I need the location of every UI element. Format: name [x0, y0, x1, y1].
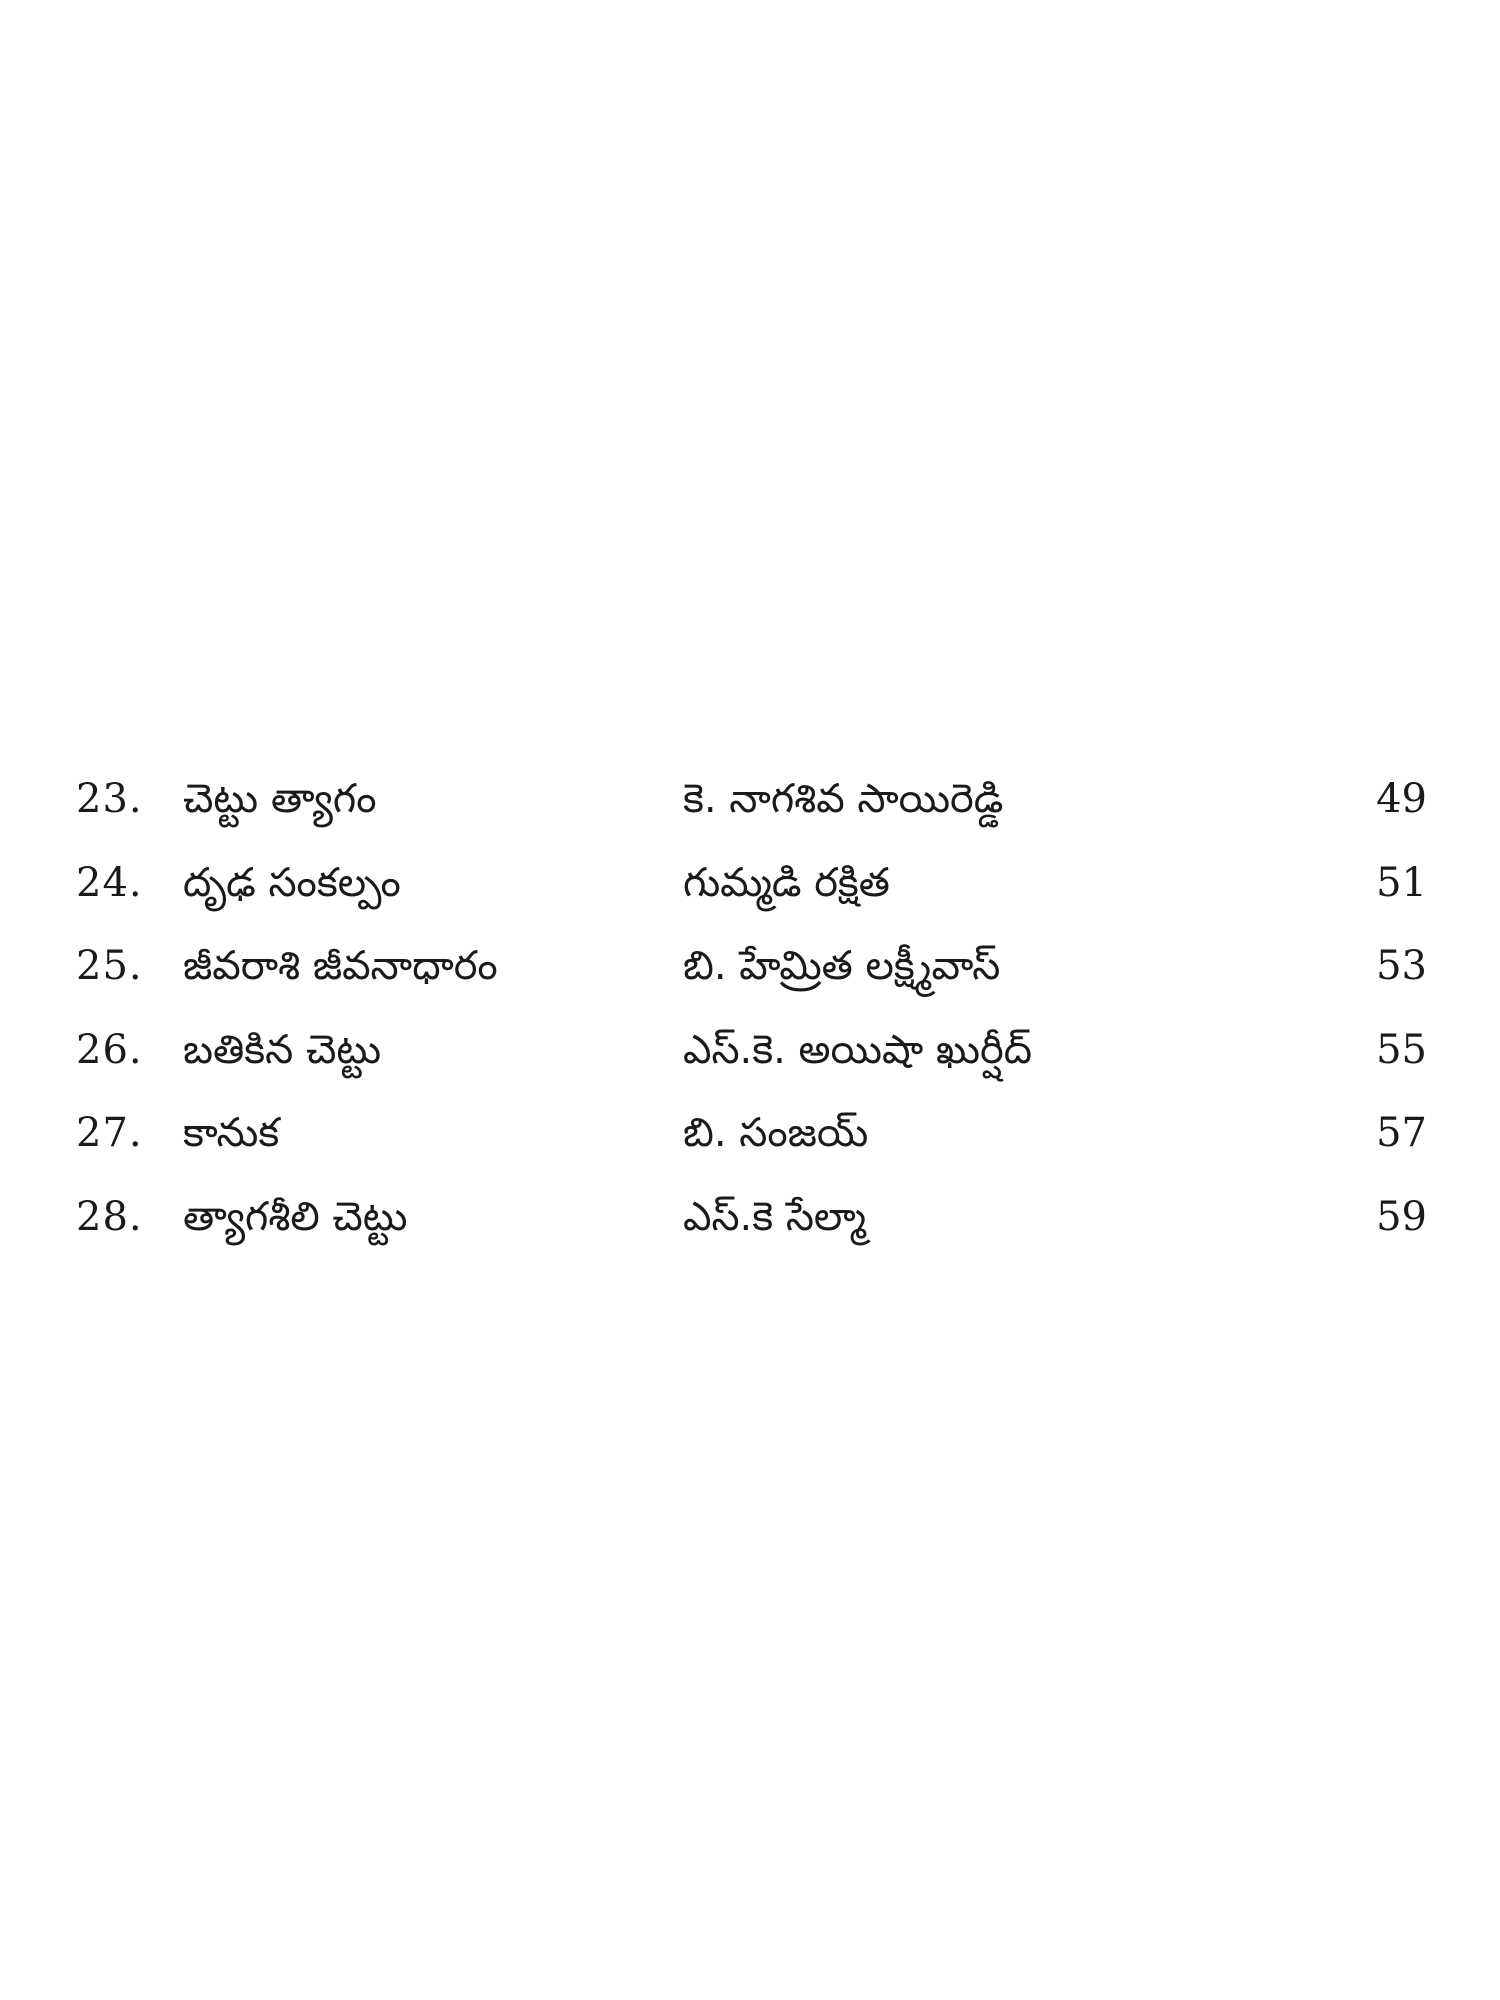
- entry-author: కె. నాగశివ సాయిరెడ్డి: [683, 776, 1004, 822]
- entry-number: 27.: [76, 1110, 143, 1156]
- entry-page-number: 49: [1376, 776, 1427, 822]
- entry-author: బి. సంజయ్: [683, 1110, 869, 1156]
- toc-entry: [0, 1105, 1500, 1189]
- toc-entry: [0, 1022, 1500, 1106]
- entry-title: చెట్టు త్యాగం: [183, 776, 377, 822]
- entry-author: బి. హేమ్రిత లక్ష్మీవాస్: [683, 943, 1001, 989]
- entry-author: ఎస్.కె. అయిషా ఖుర్షీద్: [683, 1026, 1032, 1073]
- entry-page-number: 51: [1376, 859, 1427, 906]
- toc-entry: [0, 1189, 1500, 1273]
- toc-entry: [0, 771, 1500, 855]
- entry-title: కానుక: [183, 1110, 280, 1156]
- entry-title: జీవరాశి జీవనాధారం: [183, 943, 498, 989]
- table-of-contents: [0, 771, 1500, 1272]
- entry-page-number: 59: [1376, 1193, 1427, 1240]
- entry-title: త్యాగశీలి చెట్టు: [183, 1193, 408, 1240]
- toc-entry: [0, 855, 1500, 939]
- entry-number: 24.: [76, 859, 143, 906]
- entry-page-number: 57: [1376, 1110, 1427, 1156]
- entry-number: 26.: [76, 1026, 143, 1073]
- entry-title: బతికిన చెట్టు: [183, 1026, 382, 1073]
- entry-page-number: 53: [1376, 943, 1427, 989]
- entry-page-number: 55: [1376, 1026, 1427, 1073]
- entry-author: ఎస్.కె సేల్మా: [683, 1193, 866, 1240]
- entry-number: 23.: [76, 776, 143, 822]
- entry-number: 25.: [76, 943, 143, 989]
- toc-entry: [0, 938, 1500, 1022]
- entry-number: 28.: [76, 1193, 143, 1240]
- entry-title: దృఢ సంకల్పం: [183, 859, 401, 906]
- entry-author: గుమ్మడి రక్షిత: [683, 859, 890, 906]
